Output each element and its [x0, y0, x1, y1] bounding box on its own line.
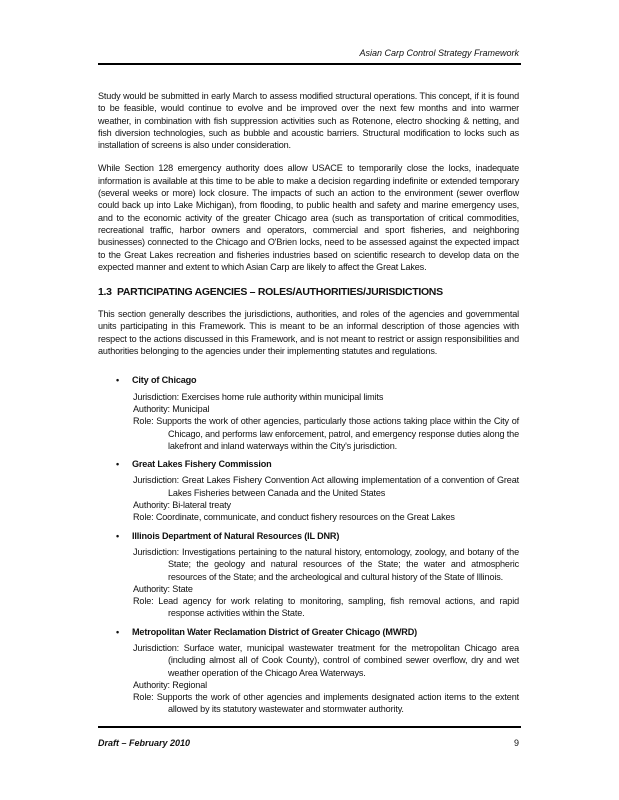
agency-jurisdiction: Jurisdiction: Exercises home rule authority within municipal limits — [133, 391, 384, 402]
paragraph: Study would be submitted in early March to assess modified structural operations. This concept, if it is found to be feasible, would continue to evolve and be improved over the next few months and into warmer weather, in combination with fish suppression activities such as Rotenone, electro shocking & netting, and fish diversion technologies, such as bubble and acoustic barriers. Structural modification to locks such as installation of screens is also under consideration. — [98, 91, 519, 151]
page-number: 9 — [513, 737, 519, 748]
bullet-icon: • — [116, 626, 120, 637]
agency-authority: Authority: Bi-lateral treaty — [133, 500, 231, 511]
page-body — [98, 90, 521, 750]
agency-authority: Authority: Municipal — [133, 403, 210, 414]
agency-item — [116, 458, 519, 523]
agency-name: City of Chicago — [132, 375, 197, 386]
agency-authority: Authority: State — [133, 583, 193, 594]
bullet-icon: • — [116, 530, 120, 541]
agency-item — [116, 530, 519, 620]
agency-list — [98, 374, 521, 721]
agency-name: Great Lakes Fishery Commission — [132, 459, 272, 470]
agency-jurisdiction: Jurisdiction: Investigations pertaining to the natural history, entomology, zoology, and botany of the State; the geology and natural resources of the State; the water and atmospheric resources of the State; and the archeological and cultural history of the State of Illinois. — [133, 546, 519, 582]
agency-jurisdiction: Jurisdiction: Surface water, municipal wastewater treatment for the metropolitan Chicago area (including almost all of Cook County), control of combined sewer overflow, dry and wet weather operation of the Chicago Area Waterways. — [133, 642, 519, 678]
agency-role: Role: Lead agency for work relating to monitoring, sampling, fish removal actions, and rapid response activities within the State. — [133, 596, 519, 619]
header-rule — [98, 63, 521, 65]
paragraph: While Section 128 emergency authority does allow USACE to temporarily close the locks, inadequate information is available at this time to be able to make a decision regarding indefinite or extended temporary (several weeks or more) lock closure. The impacts of such an action to the environment (sewer overflow could back up into Lake Michigan), from flooding, to public health and safety and marine emergency uses, and to the economic activity of the greater Chicago area (such as transportation of critical commodities, recreational traffic, harbor owners and operators, commercial and sport fisheries, and neighboring businesses) connected to the Chicago and O'Brien locks, need to be assessed against the expected impact to the Great Lakes recreation and fisheries industries based on scientific research to develop data on the expected manner and extent to which Asian Carp are likely to affect the Great Lakes. — [98, 163, 519, 272]
section-number: 1.3 — [98, 286, 112, 299]
page-footer — [98, 730, 521, 750]
agency-jurisdiction: Jurisdiction: Great Lakes Fishery Convention Act allowing implementation of a convention of Great Lakes Fisheries between Canada and the United States — [133, 475, 519, 498]
agency-role: Role: Coordinate, communicate, and conduct fishery resources on the Great Lakes — [133, 512, 455, 523]
bullet-icon: • — [116, 459, 120, 470]
agency-item — [116, 374, 519, 452]
agency-name: Illinois Department of Natural Resources (IL DNR) — [132, 530, 340, 541]
footer-draft-date: Draft – February 2010 — [98, 737, 191, 748]
agency-name: Metropolitan Water Reclamation District of Greater Chicago (MWRD) — [132, 626, 417, 637]
agency-role: Role: Supports the work of other agencies and implements designated action items to the extent allowed by its statutory wastewater and stormwater authority. — [133, 692, 519, 715]
bullet-icon: • — [116, 375, 120, 386]
agency-item — [116, 626, 519, 716]
section-intro: This section generally describes the jurisdictions, authorities, and roles of the agencies and governmental units participating in this Framework. This is meant to be an informal description of those agencies with respect to the actions discussed in this Framework, and is not meant to restrict or assign responsibilities and authorities belonging to the agencies under their implementing statutes and regulations. — [98, 309, 519, 357]
agency-role: Role: Supports the work of other agencies, particularly those actions taking place within the City of Chicago, and performs law enforcement, patrol, and emergency response duties along the lakefront and inland waterways within the City's jurisdiction. — [133, 416, 519, 451]
footer-rule — [98, 726, 521, 728]
section-heading — [98, 286, 521, 299]
section-title: PARTICIPATING AGENCIES – ROLES/AUTHORITIES/JURISDICTIONS — [116, 286, 443, 299]
agency-authority: Authority: Regional — [133, 679, 207, 690]
running-header: Asian Carp Control Strategy Framework — [359, 48, 519, 58]
